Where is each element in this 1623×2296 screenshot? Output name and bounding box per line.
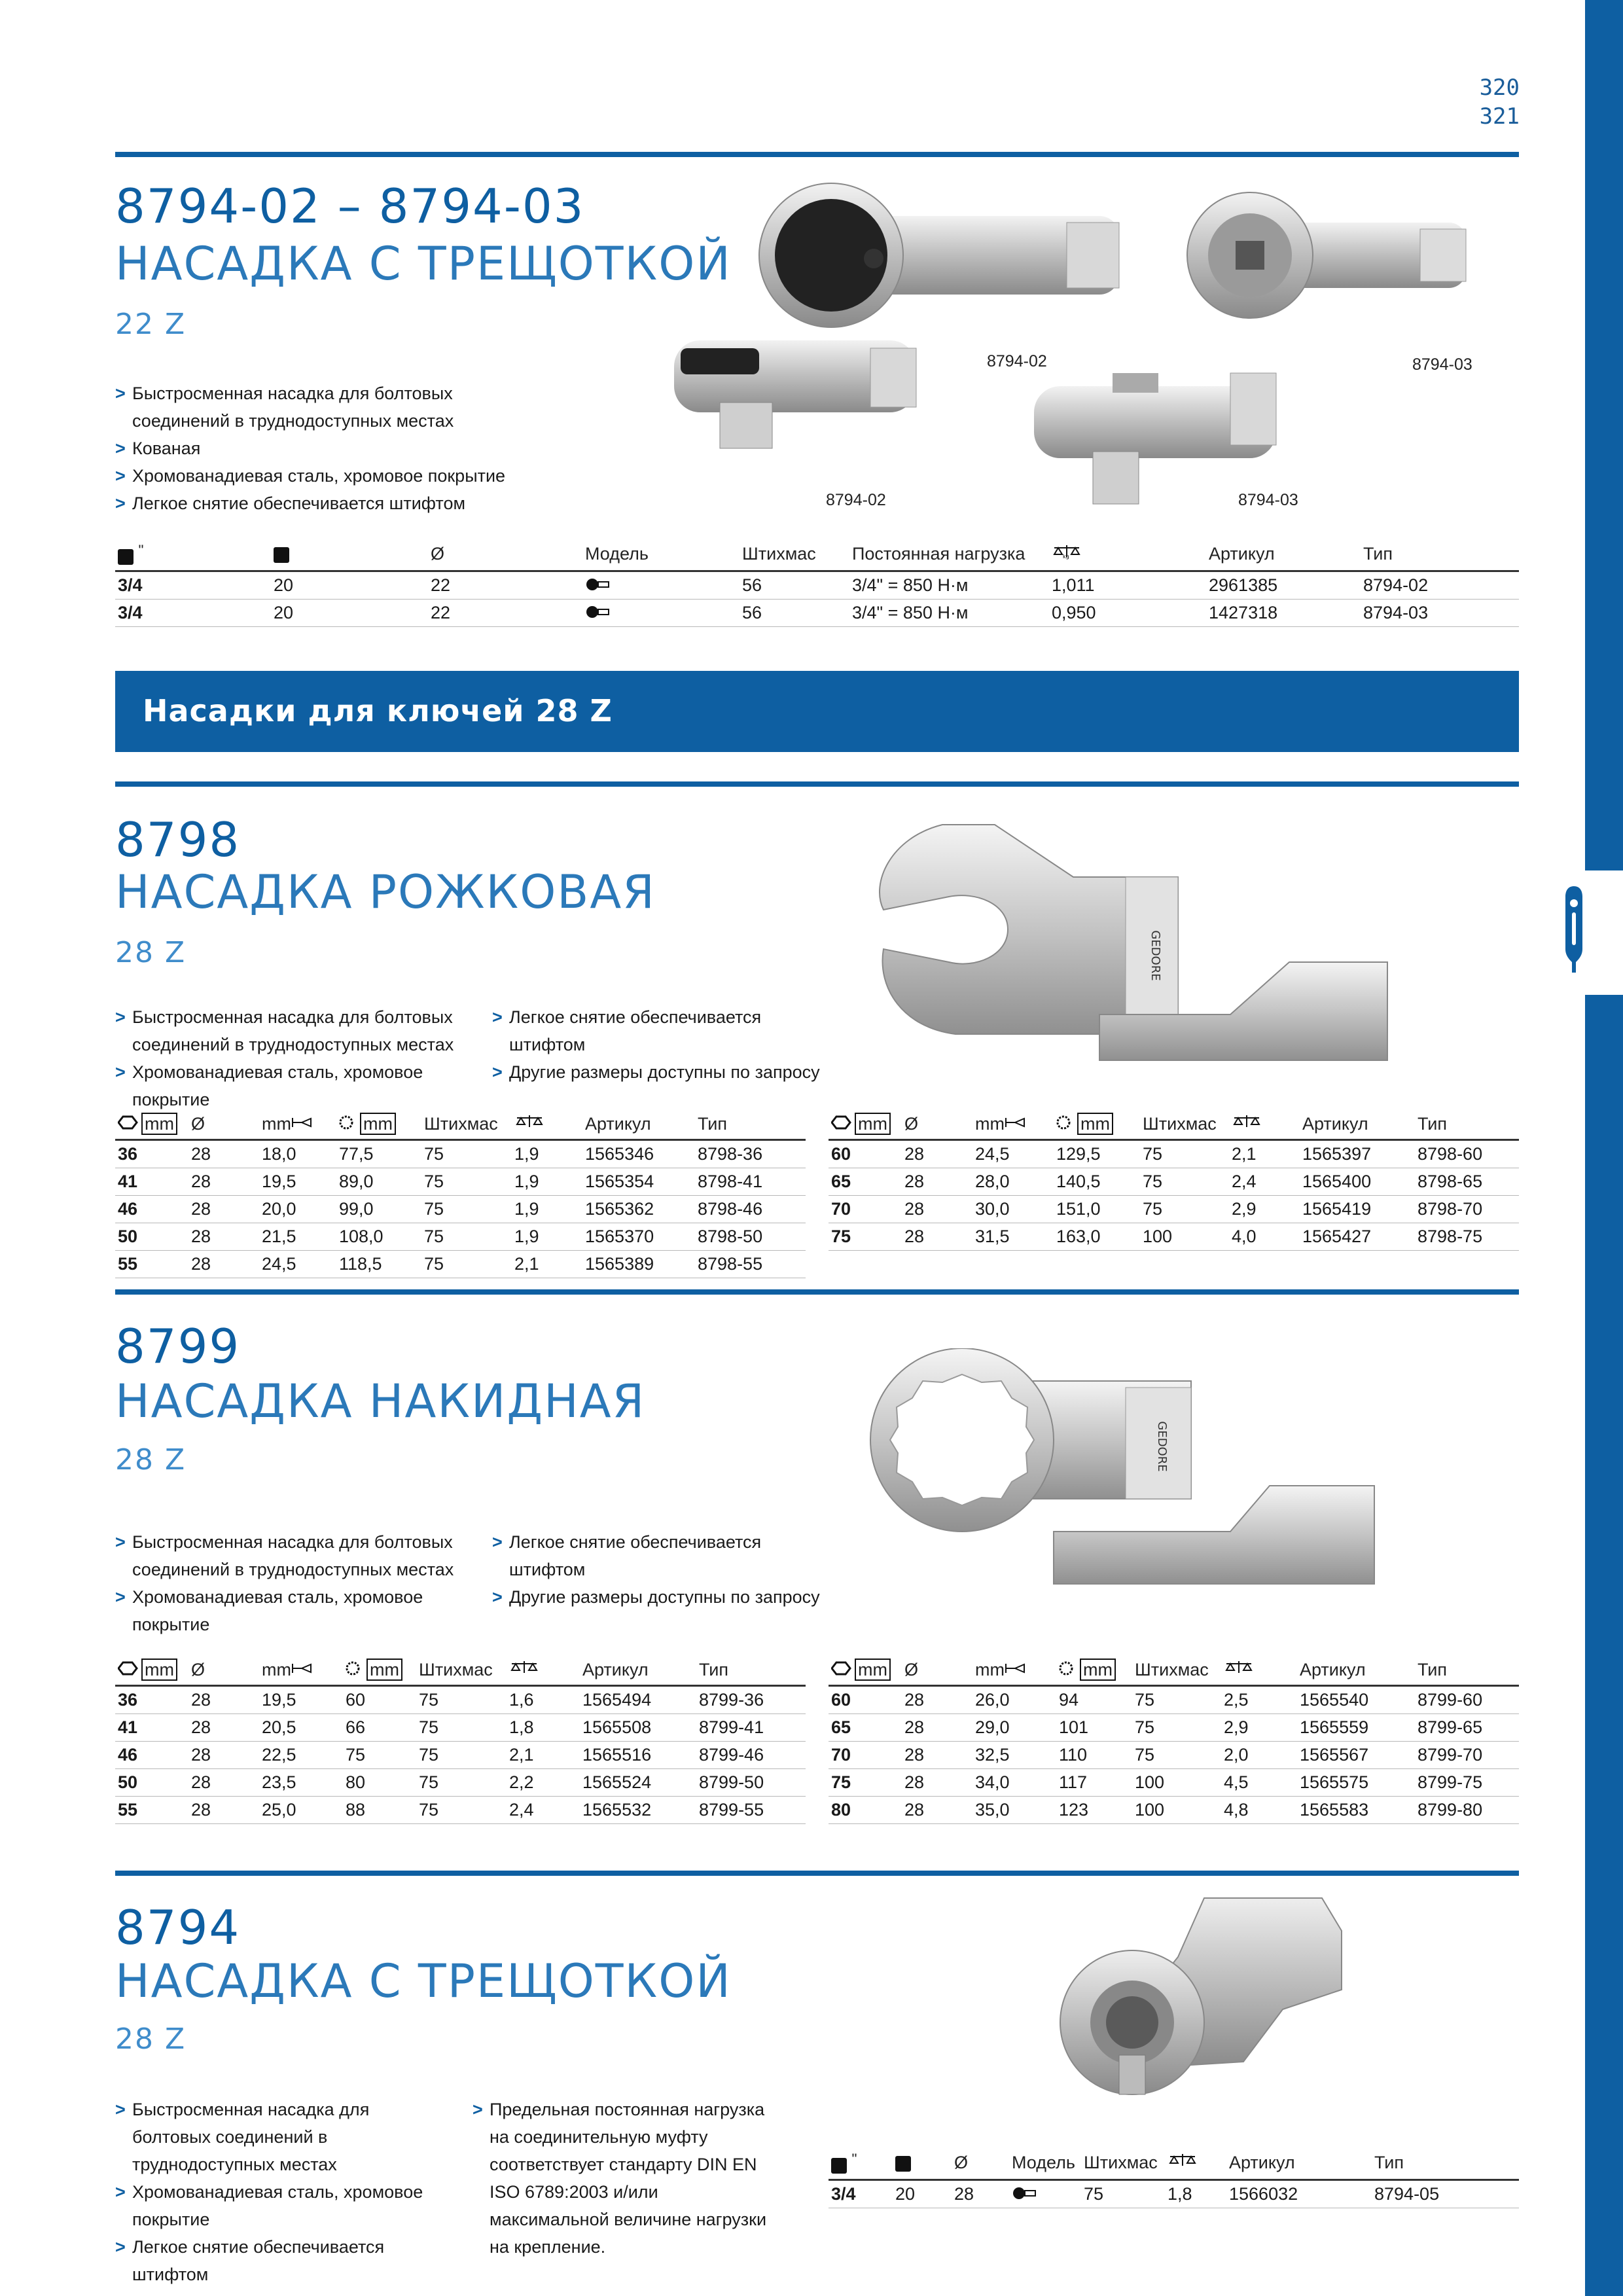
feature-list: [115, 2096, 442, 2288]
section-subtitle: НАСАДКА С ТРЕЩОТКОЙ: [115, 1954, 732, 2008]
hex-size-icon: [831, 1115, 853, 1130]
table-row: 70 28 30,0 151,0 75 2,9 1565419 8798-70: [829, 1196, 1519, 1223]
scale-icon: [509, 1660, 539, 1676]
table-row: 80 28 35,0 123 100 4,8 1565583 8799-80: [829, 1797, 1519, 1824]
section-rule: [115, 1871, 1519, 1876]
feature-item: > Кованая: [115, 435, 521, 462]
product-images: [668, 177, 1518, 530]
table-row: 65 28 29,0 101 75 2,9 1565559 8799-65: [829, 1714, 1519, 1742]
feature-item: > Быстросменная насадка для болтовых соединений в труднодоступных местах: [115, 2096, 442, 2178]
table-header-row: mm Ø mm mm Штихмас Артикул Тип: [115, 1113, 806, 1140]
feature-item: > Хромованадиевая сталь, хромовое покрытие: [115, 2178, 442, 2233]
scale-icon: [514, 1114, 544, 1130]
section-rule: [115, 152, 1519, 157]
table-row: 3/4 20 28 75 1,8 1566032 8794-05: [829, 2180, 1519, 2208]
col-square: [271, 542, 428, 571]
table-row: 75 28 31,5 163,0 100 4,0 1565427 8798-75: [829, 1223, 1519, 1251]
table-header-row: " Ø Модель Штихмас Артикул Тип: [829, 2151, 1519, 2180]
col-model: Модель: [582, 542, 740, 571]
table-row: 36 28 19,5 60 75 1,6 1565494 8799-36: [115, 1686, 806, 1714]
sidebar-strip: [1585, 0, 1623, 2296]
spec-table-right: [829, 1113, 1519, 1251]
feature-item: > Легкое снятие обеспечивается штифтом: [492, 1528, 832, 1583]
feature-item: > Предельная постоянная нагрузка на соединительную муфту соответствует стандарту DIN EN ISO 6789:2003 и/или максимальной величине нагрузки на крепление.: [473, 2096, 780, 2261]
section-subtitle: НАСАДКА РОЖКОВАЯ: [115, 865, 656, 919]
table-row: 55 28 24,5 118,5 75 2,1 1565389 8798-55: [115, 1251, 806, 1278]
table-header-row: mm Ø mm mm Штихмас Артикул Тип: [115, 1659, 806, 1686]
section-rule: [115, 781, 1519, 787]
hex-size-icon: [118, 1661, 140, 1676]
table-row: 60 28 24,5 129,5 75 2,1 1565397 8798-60: [829, 1140, 1519, 1168]
feature-item: > Быстросменная насадка для болтовых соединений в труднодоступных местах: [115, 380, 521, 435]
depth-icon: [291, 1115, 312, 1130]
table-header-row: [115, 542, 1519, 571]
section-title: 8794: [115, 1900, 241, 1955]
section-title: 8794-02 – 8794-03: [115, 179, 585, 234]
table-row: 36 28 18,0 77,5 75 1,9 1565346 8798-36: [115, 1140, 806, 1168]
page-numbers: [1480, 73, 1520, 131]
ratchet-8794-02-side: [674, 340, 916, 448]
open-end-insert-image: [864, 818, 1453, 1073]
spec-table-left: [115, 1113, 806, 1278]
col-article: Артикул: [1206, 542, 1361, 571]
feature-item: > Легкое снятие обеспечивается штифтом: [492, 1003, 832, 1058]
feature-list: [473, 2096, 780, 2261]
svg-text:kg: kg: [1063, 554, 1069, 560]
category-banner: [115, 671, 1519, 752]
section-subtitle: НАСАДКА С ТРЕЩОТКОЙ: [115, 237, 732, 291]
gear-size-icon: [1056, 1115, 1077, 1130]
image-caption: 8794-03: [1412, 355, 1472, 374]
section-title: 8799: [115, 1319, 241, 1374]
square-drive-icon: [118, 549, 134, 565]
table-row: 41 28 20,5 66 75 1,8 1565508 8799-41: [115, 1714, 806, 1742]
feature-item: > Хромованадиевая сталь, хромовое покрытие: [115, 1583, 469, 1638]
depth-icon: [1005, 1661, 1026, 1676]
feature-list: [115, 380, 521, 517]
scale-icon: [1052, 544, 1082, 560]
section-size: 28 Z: [115, 1443, 187, 1477]
page-number-left: 320: [1479, 75, 1520, 101]
wrench-tab-icon: [1563, 884, 1585, 975]
feature-item: > Хромованадиевая сталь, хромовое покрытие: [115, 462, 521, 490]
section-size: 22 Z: [115, 308, 187, 341]
square-drive-icon: [831, 2158, 847, 2174]
table-row: 65 28 28,0 140,5 75 2,4 1565400 8798-65: [829, 1168, 1519, 1196]
feature-list: [115, 1003, 469, 1113]
spec-table-left: [115, 1659, 806, 1824]
feature-list: [115, 1528, 469, 1638]
feature-item: > Хромованадиевая сталь, хромовое покрытие: [115, 1058, 469, 1113]
banner-title: Насадки для ключей 28 Z: [143, 693, 613, 728]
ratchet-8794-02-top: [759, 183, 1119, 327]
table-row: 55 28 25,0 88 75 2,4 1565532 8799-55: [115, 1797, 806, 1824]
feature-item: > Быстросменная насадка для болтовых соединений в труднодоступных местах: [115, 1528, 469, 1583]
table-row: 3/4 20 22 56 3/4" = 850 Н·м 0,950 1427318 8794-03: [115, 600, 1519, 627]
col-weight: [1049, 542, 1206, 571]
table-row: 50 28 23,5 80 75 2,2 1565524 8799-50: [115, 1769, 806, 1797]
col-load: Постоянная нагрузка: [849, 542, 1049, 571]
logo-text: GEDORE: [1149, 930, 1162, 981]
model-icon: [585, 578, 611, 591]
table-row: 60 28 26,0 94 75 2,5 1565540 8799-60: [829, 1686, 1519, 1714]
col-diameter: Ø: [428, 542, 582, 571]
depth-icon: [291, 1661, 312, 1676]
gear-size-icon: [1059, 1661, 1080, 1676]
hex-size-icon: [118, 1115, 140, 1130]
table-row: 50 28 21,5 108,0 75 1,9 1565370 8798-50: [115, 1223, 806, 1251]
page-number-right: 321: [1479, 103, 1520, 130]
square-icon: [274, 547, 289, 563]
feature-item: > Другие размеры доступны по запросу: [492, 1058, 832, 1086]
table-row: 46 28 20,0 99,0 75 1,9 1565362 8798-46: [115, 1196, 806, 1223]
table-header-row: mm Ø mm mm Штихмас Артикул Тип: [829, 1659, 1519, 1686]
feature-item: > Другие размеры доступны по запросу: [492, 1583, 832, 1611]
ratchet-insert-image: [1047, 1892, 1361, 2108]
feature-item: > Легкое снятие обеспечивается штифтом: [115, 490, 521, 517]
square-icon: [895, 2156, 911, 2172]
spec-table: [829, 2151, 1519, 2208]
scale-icon: [1232, 1114, 1262, 1130]
image-caption: 8794-02: [826, 491, 886, 509]
gear-size-icon: [346, 1661, 366, 1676]
depth-icon: [1005, 1115, 1026, 1130]
model-icon: [585, 605, 611, 619]
scale-icon: [1224, 1660, 1254, 1676]
col-square-drive: ": [115, 542, 271, 571]
section-title: 8798: [115, 812, 241, 867]
section-size: 28 Z: [115, 936, 187, 969]
table-row: 3/4 20 22 56 3/4" = 850 Н·м 1,011 2961385 8794-02: [115, 571, 1519, 600]
image-caption: 8794-03: [1238, 491, 1298, 509]
feature-item: > Легкое снятие обеспечивается штифтом: [115, 2233, 442, 2288]
col-type: Тип: [1361, 542, 1519, 571]
table-row: 46 28 22,5 75 75 2,1 1565516 8799-46: [115, 1742, 806, 1769]
ring-insert-image: [864, 1348, 1453, 1590]
table-row: 70 28 32,5 110 75 2,0 1565567 8799-70: [829, 1742, 1519, 1769]
col-stichmas: Штихмас: [740, 542, 849, 571]
spec-table-right: [829, 1659, 1519, 1824]
image-caption: 8794-02: [987, 352, 1047, 370]
model-icon: [1012, 2187, 1038, 2200]
section-subtitle: НАСАДКА НАКИДНАЯ: [115, 1374, 646, 1428]
logo-text: GEDORE: [1155, 1421, 1169, 1472]
spec-table: [115, 542, 1519, 627]
table-header-row: mm Ø mm mm Штихмас Артикул Тип: [829, 1113, 1519, 1140]
feature-list: [492, 1528, 832, 1611]
feature-list: [492, 1003, 832, 1086]
ratchet-8794-03-top: [1187, 192, 1466, 318]
gear-size-icon: [339, 1115, 360, 1130]
ratchet-8794-03-side: [1034, 373, 1276, 504]
table-row: 75 28 34,0 117 100 4,5 1565575 8799-75: [829, 1769, 1519, 1797]
section-rule: [115, 1289, 1519, 1295]
feature-item: > Быстросменная насадка для болтовых соединений в труднодоступных местах: [115, 1003, 469, 1058]
scale-icon: [1168, 2153, 1198, 2168]
table-row: 41 28 19,5 89,0 75 1,9 1565354 8798-41: [115, 1168, 806, 1196]
section-size: 28 Z: [115, 2022, 187, 2056]
hex-size-icon: [831, 1661, 853, 1676]
